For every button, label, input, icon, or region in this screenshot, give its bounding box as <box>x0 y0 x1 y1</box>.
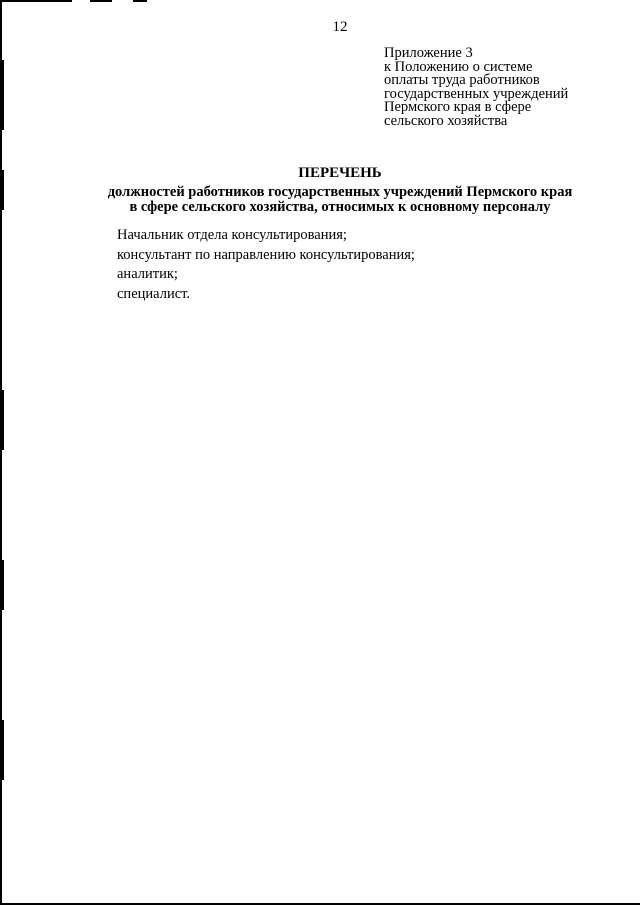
appendix-line: Пермского края в сфере <box>384 99 532 116</box>
position-item: консультант по направлению консультирования; <box>117 246 415 263</box>
document-subtitle <box>60 185 620 214</box>
subtitle-line: в сфере сельского хозяйства, относимых к основному персоналу <box>129 198 551 215</box>
positions-list <box>117 226 557 305</box>
document-title: ПЕРЕЧЕНЬ <box>298 165 382 181</box>
appendix-line: оплаты труда работников <box>384 72 540 89</box>
scan-top-dash <box>0 0 72 2</box>
subtitle-line: должностей работников государственных учреждений Пермского края <box>107 184 573 200</box>
appendix-block <box>384 47 624 129</box>
appendix-line: Приложение 3 <box>384 45 473 61</box>
scan-edge-mark <box>2 720 4 780</box>
scan-edge-mark <box>2 390 4 450</box>
position-item: специалист. <box>117 286 191 303</box>
scan-edge-mark <box>2 560 4 610</box>
scan-edge-mark <box>2 60 4 130</box>
appendix-line: государственных учреждений <box>384 85 569 102</box>
appendix-line: сельского хозяйства <box>384 112 508 129</box>
position-item: аналитик; <box>117 266 178 283</box>
position-item: Начальник отдела консультирования; <box>117 227 347 243</box>
page-number: 12 <box>332 19 348 35</box>
scan-top-dash <box>90 0 112 2</box>
appendix-line: к Положению о системе <box>384 58 533 75</box>
scan-top-dash <box>133 0 147 2</box>
